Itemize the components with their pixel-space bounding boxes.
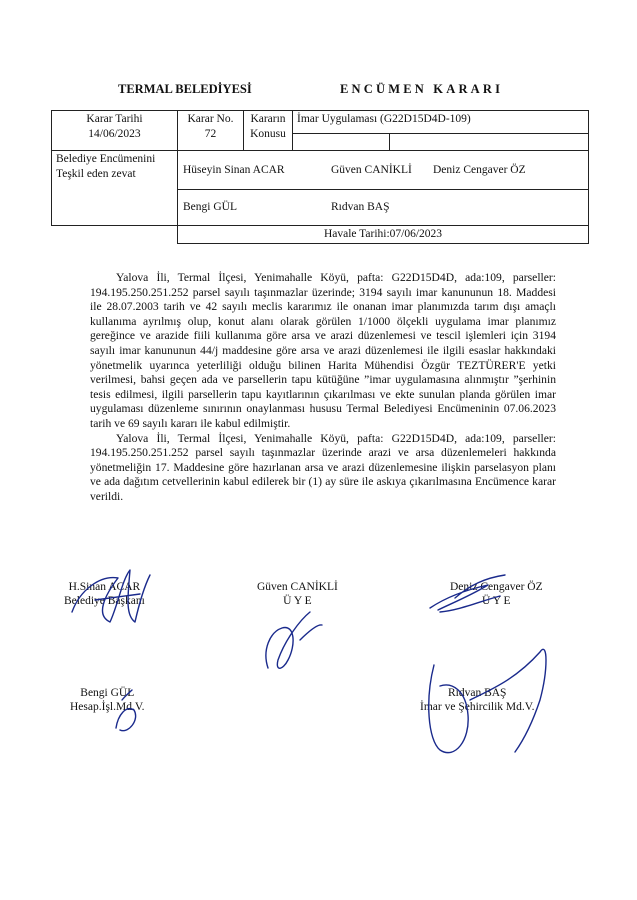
signer-title: İmar ve Şehircilik Md.V. xyxy=(420,701,535,713)
subject-cell xyxy=(293,111,589,151)
members-row-1 xyxy=(178,151,589,190)
signer-title: Ü Y E xyxy=(482,595,511,607)
decision-no-cell xyxy=(178,111,244,151)
subject-label-1: Kararın xyxy=(250,113,286,125)
signer-title: Hesap.İşl.Md.V. xyxy=(70,701,145,713)
decision-body xyxy=(90,271,556,505)
signature-block-member-1 xyxy=(257,580,338,608)
signer-name: Rıdvan BAŞ xyxy=(447,687,507,699)
referral-date: Havale Tarihi:07/06/2023 xyxy=(178,226,589,244)
subject-label-2: Konusu xyxy=(250,128,286,140)
body-paragraph-1: Yalova İli, Termal İlçesi, Yenimahalle Köyü, pafta: G22D15D4D, ada:109, parseller: 194.195.250.251.252 parsel sayılı taşınmazlar üzerinde; 3194 sayılı imar kanununun 18. Maddesi ile 28.07.2003 tarih ve 42 sayılı meclis kararımız ile onanan imar planımızda tarım dışı amaçlı kullanıma ayrılmış olup, konut alanı olarak görülen 1/1000 ölçekli uygulama imar planımız gereğince ve arazide fiili kullanıma göre arsa ve arazi düzenlemesi ve tescil işlemleri için 3194 sayılı imar kanununun 44/j maddesine göre arsa ve arazi düzenlemesi ile ilgili esaslar hakkındaki yönetmelik uyarınca yeterliliği olduğu bilinen Harita Mühendisi Özgür TEZTÜRER'E yetki verilmesi, bahsi geçen ada ve parsellerin tapu kütüğüne ”imar uygulamasına alınmıştır ”şerhinin tesis edilmesi, ilgili parsellerin tapu kayıtlarının çıkarılması ve ekte sunulan planda görülen imar uygulaması düzenleme sınırının onaylanması hususu Termal Belediyesi Encümeninin 07.06.2023 tarih ve 69 sayılı kararı ile kabul edilmiştir. xyxy=(90,271,556,430)
decision-no: 72 xyxy=(204,128,217,140)
committee-label-2: Teşkil eden zevat xyxy=(56,168,136,180)
signature-block-finance xyxy=(70,686,145,714)
members-row-2 xyxy=(178,190,589,226)
member-name: Rıdvan BAŞ xyxy=(331,201,390,213)
signer-name: H.Sinan ACAR xyxy=(68,581,141,593)
decision-meta-table xyxy=(51,110,589,244)
signature-block-mayor xyxy=(64,580,145,608)
subject-empty-row xyxy=(293,134,588,150)
signature-mark-member-1 xyxy=(266,612,322,668)
signature-block-zoning xyxy=(420,686,534,714)
document-title: ENCÜMEN KARARI xyxy=(340,82,504,96)
committee-label-1: Belediye Encümenini xyxy=(56,153,156,165)
municipality-title: TERMAL BELEDİYESİ xyxy=(118,82,252,96)
decision-no-label: Karar No. xyxy=(187,113,234,125)
signer-title: Belediye Başkanı xyxy=(64,595,145,607)
signer-name: Bengi GÜL xyxy=(80,687,135,699)
member-name: Hüseyin Sinan ACAR xyxy=(183,163,285,176)
committee-label-cell xyxy=(52,151,178,226)
subject-label-cell xyxy=(244,111,293,151)
signer-name: Deniz Cengaver ÖZ xyxy=(450,581,543,593)
signer-title: Ü Y E xyxy=(283,595,312,607)
decision-date-cell xyxy=(52,111,178,151)
signature-block-member-2 xyxy=(450,580,543,608)
member-name: Bengi GÜL xyxy=(183,201,237,213)
body-paragraph-2: Yalova İli, Termal İlçesi, Yenimahalle Köyü, pafta: G22D15D4D, ada:109, parseller: 194.195.250.251.252 parsel sayılı taşınmazlar üzerinde arazi ve arsa düzenlemeleri hakkında yönetmeliğin 17. Maddesine göre hazırlanan arsa ve arazi düzenlemesine ilişkin parselasyon planı ve ada dağıtım cetvellerinin kabul edilerek bir (1) ay süre ile askıya çıkarılmasına Encümence karar verildi. xyxy=(90,431,556,503)
member-name: Deniz Cengaver ÖZ xyxy=(433,163,526,176)
subject-text: İmar Uygulaması (G22D15D4D-109) xyxy=(293,111,588,134)
decision-date-label: Karar Tarihi xyxy=(86,113,143,125)
decision-date: 14/06/2023 xyxy=(88,128,141,140)
member-name: Güven CANİKLİ xyxy=(331,163,412,176)
signer-name: Güven CANİKLİ xyxy=(257,581,338,593)
